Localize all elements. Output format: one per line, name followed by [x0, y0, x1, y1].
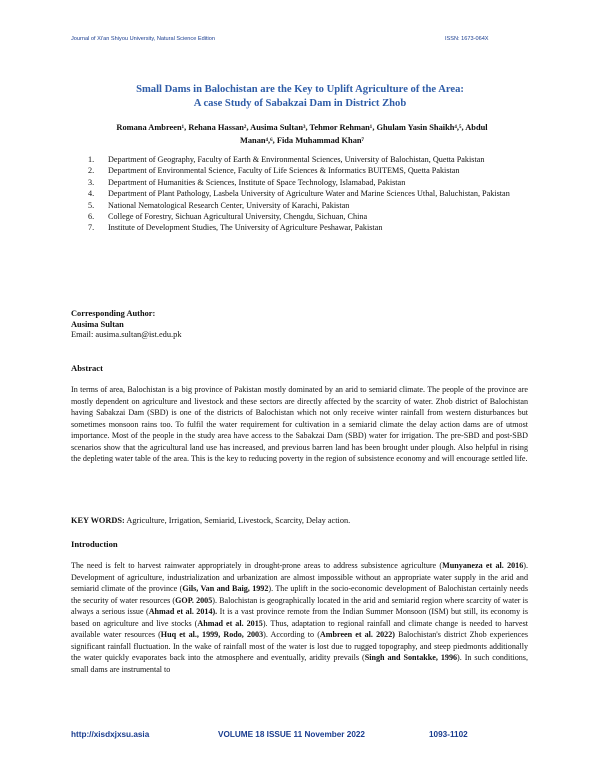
title-line-2: A case Study of Sabakzai Dam in District Zhob — [193, 98, 407, 109]
abstract-text: In terms of area, Balochistan is a big province of Pakistan mostly dominated by an arid to semiarid climate. The people of the province are mostly dependent on agriculture and livestock and these sectors are directly affected by the scarcity of water. Zhob district of Balochistan having Sabakzai Dam (SBD) is one of the districts of Balochistan which not only receive winter rainfall from western disturbances but sometimes monsoon rains too. To fulfil the water requirement for cultivation in a semiarid climate the delay action dams are of utmost importance. Most of the people in the study area have access to the Sabakzai Dam (SBD) water for irrigation. The pre-SBD and post-SBD scenarios show that the agricultural land use has increased, and previous barren land has been brought under plough. Also helpful in rising the depleting water table of the area. This is the key to reducing poverty in the region of subsistence economy and will encourage settled life. — [71, 385, 528, 463]
authors-line-2: Manan⁴,⁶, Fida Muhammad Khan⁷ — [239, 136, 365, 145]
citation: Gils, Van and Baig, 1992 — [182, 584, 269, 593]
citation: Munyaneza et al. 2016 — [442, 561, 524, 570]
affiliation-item: 1. Department of Geography, Faculty of Earth & Environmental Sciences, University of Balochistan, Quetta Pakistan — [88, 155, 485, 164]
citation: Ambreen et al. 2022) — [319, 630, 395, 639]
affiliation-item: 7. Institute of Development Studies, The University of Agriculture Peshawar, Pakistan — [88, 223, 383, 233]
issn: ISSN: 1673-064X — [445, 36, 489, 42]
introduction-text: The need is felt to harvest rainwater appropriately in drought-prone areas to address subsistence agriculture (Munyaneza et al. 2016). Development of agriculture, industrialization and urbanization are almost impossible without an appropriate water supply in the arid and semiarid climate of the province (Gils, Van and Baig, 1992). The uplift in the socio-economic development of Balochistan certainly needs the security of water resources (GOP. 2005). Balochistan is geographically located in the arid and semiarid region where scarcity of water is always a serious issue (Ahmad et al. 2014). It is a vast province remote from the Indian Summer Monsoon (ISM) but still, its economy is based on agriculture and live stocks (Ahmad et al. 2015). Thus, adaptation to regional rainfall and climate change is needed to harvest available water resources (Huq et al., 1999, Rodo, 2003). According to (Ambreen et al. 2022) Balochistan's district Zhob experiences significant rainfall fluctuation. In the wake of rainfall most of the water is lost due to rugged topography, and steep piedmonts additionally the water quickly evaporates back into the atmosphere and eventually, aridity prevails (Singh and Sontakke, 1996). In such conditions, small dams are instrumental to — [71, 561, 528, 674]
footer-pages: 1093-1102 — [429, 730, 468, 739]
affiliation-item: 6. College of Forestry, Sichuan Agricultural University, Chengdu, Sichuan, China — [88, 212, 368, 222]
affiliation-item: 5. National Nematological Research Center, University of Karachi, Pakistan — [88, 200, 350, 210]
citation: Huq et al., 1999, Rodo, 2003 — [160, 630, 264, 639]
introduction-heading: Introduction — [71, 539, 118, 549]
authors-line-1: Romana Ambreen¹, Rehana Hassan², Ausima Sultan³, Tehmor Rehman¹, Ghulam Yasin Shaikh⁴,⁵, Abdul — [116, 123, 488, 132]
footer-volume: VOLUME 18 ISSUE 11 November 2022 — [218, 730, 365, 739]
title-line-1: Small Dams in Balochistan are the Key to Uplift Agriculture of the Area: — [136, 84, 464, 95]
corresponding-name: Ausima Sultan — [71, 319, 124, 329]
affiliation-item: 2. Department of Environmental Science, Faculty of Life Sciences & Informatics BUITEMS, Quetta Pakistan — [88, 166, 460, 176]
keywords-text: Agriculture, Irrigation, Semiarid, Livestock, Scarcity, Delay action. — [124, 516, 351, 525]
citation: Ahmad et al. 2014). — [148, 607, 218, 616]
abstract-heading: Abstract — [71, 363, 103, 373]
corresponding-author-block — [71, 309, 182, 341]
affiliation-item: 4. Department of Plant Pathology, Lasbela University of Agriculture Water and Marine Sciences Uthal, Baluchistan, Pakistan — [88, 189, 510, 199]
corresponding-label: Corresponding Author: — [71, 309, 156, 318]
keywords — [71, 516, 350, 525]
author-list — [78, 121, 526, 147]
affiliation-list — [88, 154, 538, 234]
citation: Ahmad et al. 2015 — [197, 618, 263, 628]
journal-name: Journal of Xi'an Shiyou University, Natural Science Edition — [71, 36, 215, 42]
citation: GOP. 2005 — [175, 595, 213, 605]
keywords-label: KEY WORDS: — [71, 516, 125, 525]
citation: Singh and Sontakke, 1996 — [364, 653, 458, 662]
affiliation-item: 3. Department of Humanities & Sciences, Institute of Space Technology, Islamabad, Pakistan — [88, 177, 406, 187]
paper-title — [60, 83, 540, 111]
footer-url[interactable]: http://xisdxjxsu.asia — [71, 730, 150, 739]
corresponding-email[interactable]: Email: ausima.sultan@ist.edu.pk — [71, 330, 182, 340]
